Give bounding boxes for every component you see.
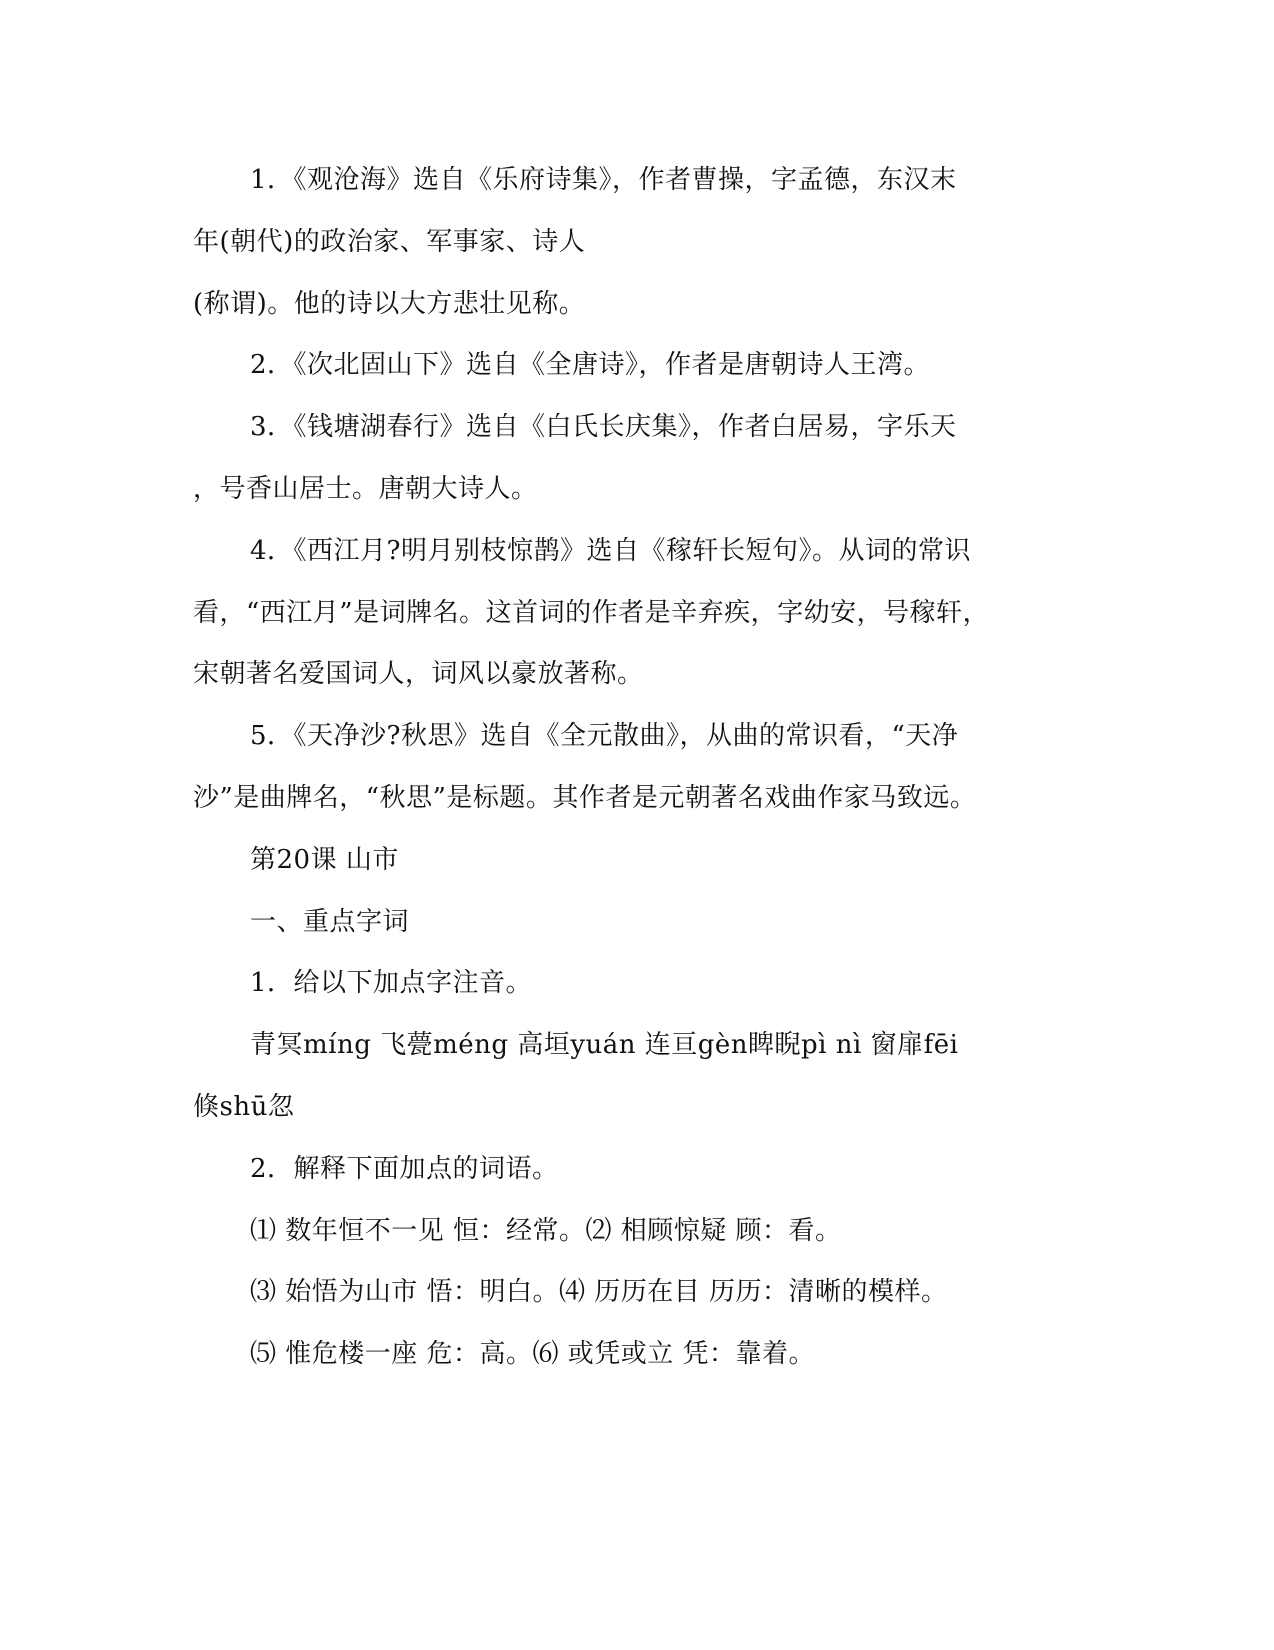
text-line: ，号香山居士。唐朝大诗人。 (193, 474, 538, 504)
text-line: 年(朝代)的政治家、军事家、诗人 (193, 227, 586, 257)
text-line: 宋朝著名爱国词人，词风以豪放著称。 (193, 659, 644, 689)
text-line: 看，“西江月”是词牌名。这首词的作者是辛弃疾，字幼安，号稼轩， (193, 598, 990, 628)
lesson-heading: 第20课 山市 (250, 845, 399, 875)
text-line: 4．《西江月?明月别枝惊鹊》选自《稼轩长短句》。从词的常识 (250, 536, 971, 566)
text-line: 2．《次北固山下》选自《全唐诗》，作者是唐朝诗人王湾。 (250, 350, 931, 380)
text-line: 3．《钱塘湖春行》选自《白氏长庆集》，作者白居易，字乐天 (250, 412, 957, 442)
section-heading: 一、重点字词 (250, 907, 410, 937)
text-line: (称谓)。他的诗以大方悲壮见称。 (193, 289, 586, 319)
text-line: ⑸ 惟危楼一座 危：高。⑹ 或凭或立 凭：靠着。 (250, 1339, 816, 1369)
text-line: 倏shū忽 (193, 1092, 295, 1122)
text-line: 沙”是曲牌名，“秋思”是标题。其作者是元朝著名戏曲作家马致远。 (193, 783, 977, 813)
text-line: 5．《天净沙?秋思》选自《全元散曲》，从曲的常识看，“天净 (250, 721, 959, 751)
text-line: 2．解释下面加点的词语。 (250, 1154, 559, 1184)
text-line: 1．《观沧海》选自《乐府诗集》，作者曹操，字孟德，东汉末 (250, 165, 957, 195)
text-line: 1．给以下加点字注音。 (250, 968, 533, 998)
text-line: ⑴ 数年恒不一见 恒：经常。⑵ 相顾惊疑 顾：看。 (250, 1216, 842, 1246)
text-line: ⑶ 始悟为山市 悟：明白。⑷ 历历在目 历历：清晰的模样。 (250, 1277, 948, 1307)
text-line: 青冥míng 飞甍méng 高垣yuán 连亘gèn睥睨pì nì 窗扉fēi (250, 1030, 959, 1060)
